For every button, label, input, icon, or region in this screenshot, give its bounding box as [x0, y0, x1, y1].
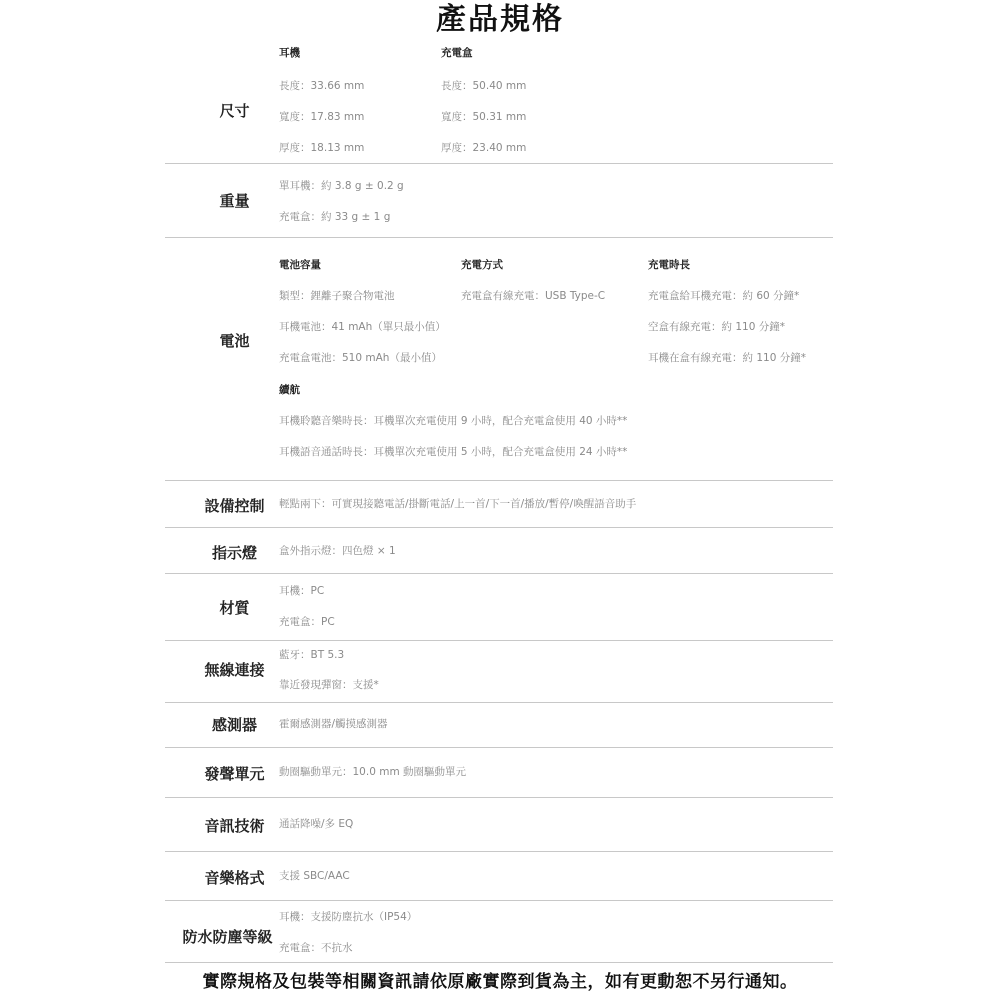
- size-case-length: 長度：50.40 mm: [441, 80, 527, 92]
- controls-label: 設備控制: [204, 497, 265, 515]
- battery-endurance-music: 耳機聆聽音樂時長：耳機單次充電使用 9 小時，配合充電盒使用 40 小時**: [279, 415, 628, 427]
- sensor-label: 感測器: [211, 716, 257, 734]
- divider: [165, 797, 833, 798]
- divider: [165, 480, 833, 481]
- sensor-value: 霍爾感測器/觸摸感測器: [279, 718, 388, 730]
- waterproof-case: 充電盒：不抗水: [279, 942, 353, 954]
- divider: [165, 702, 833, 703]
- battery-time-case-to-earbud: 充電盒給耳機充電：約 60 分鐘*: [648, 290, 800, 302]
- footer-note: 實際規格及包裝等相關資訊請依原廠實際到貨為主，如有更動恕不另行通知。: [202, 972, 798, 992]
- wireless-bluetooth: 藍牙：BT 5.3: [279, 649, 345, 661]
- divider: [165, 640, 833, 641]
- driver-label: 發聲單元: [204, 765, 265, 783]
- divider: [165, 900, 833, 901]
- size-case-thickness: 厚度：23.40 mm: [441, 142, 527, 154]
- battery-time-header: 充電時長: [648, 259, 690, 271]
- battery-capacity-header: 電池容量: [279, 259, 321, 271]
- divider: [165, 962, 833, 963]
- size-case-width: 寬度：50.31 mm: [441, 111, 527, 123]
- size-case-header: 充電盒: [441, 47, 473, 59]
- material-label: 材質: [219, 599, 250, 617]
- size-label: 尺寸: [219, 102, 250, 120]
- divider: [165, 527, 833, 528]
- battery-endurance-call: 耳機語音通話時長：耳機單次充電使用 5 小時，配合充電盒使用 24 小時**: [279, 446, 628, 458]
- music-format-value: 支援 SBC/AAC: [279, 870, 350, 882]
- size-earbud-thickness: 厚度：18.13 mm: [279, 142, 365, 154]
- audio-tech-label: 音訊技術: [204, 817, 265, 835]
- controls-value: 輕點兩下：可實現接聽電話/掛斷電話/上一首/下一首/播放/暫停/喚醒語音助手: [279, 498, 637, 510]
- music-format-label: 音樂格式: [204, 869, 265, 887]
- weight-label: 重量: [219, 192, 250, 210]
- waterproof-label: 防水防塵等級: [182, 928, 273, 946]
- battery-time-earbud-in-case: 耳機在盒有線充電：約 110 分鐘*: [648, 352, 806, 364]
- battery-charging-method: 充電盒有線充電：USB Type-C: [461, 290, 606, 302]
- divider: [165, 163, 833, 164]
- weight-earbud: 單耳機：約 3.8 g ± 0.2 g: [279, 180, 404, 192]
- divider: [165, 747, 833, 748]
- size-earbud-header: 耳機: [279, 47, 300, 59]
- page-title: 產品規格: [436, 2, 564, 37]
- divider: [165, 851, 833, 852]
- battery-time-empty-case: 空盒有線充電：約 110 分鐘*: [648, 321, 785, 333]
- material-case: 充電盒：PC: [279, 616, 335, 628]
- battery-endurance-header: 續航: [279, 384, 300, 396]
- weight-case: 充電盒：約 33 g ± 1 g: [279, 211, 391, 223]
- size-earbud-width: 寬度：17.83 mm: [279, 111, 365, 123]
- waterproof-earbud: 耳機：支援防塵抗水（IP54）: [279, 911, 418, 923]
- material-earbud: 耳機：PC: [279, 585, 325, 597]
- battery-label: 電池: [219, 332, 250, 350]
- indicator-value: 盒外指示燈：四色燈 × 1: [279, 545, 396, 557]
- battery-case-capacity: 充電盒電池：510 mAh（最小值）: [279, 352, 442, 364]
- divider: [165, 573, 833, 574]
- battery-charging-header: 充電方式: [461, 259, 503, 271]
- size-earbud-length: 長度：33.66 mm: [279, 80, 365, 92]
- driver-value: 動圈驅動單元：10.0 mm 動圈驅動單元: [279, 766, 467, 778]
- indicator-label: 指示燈: [211, 544, 257, 562]
- audio-tech-value: 通話降噪/多 EQ: [279, 818, 354, 830]
- divider: [165, 237, 833, 238]
- battery-earbud-capacity: 耳機電池：41 mAh（單只最小值）: [279, 321, 446, 333]
- wireless-popup: 靠近發現彈窗：支援*: [279, 679, 379, 691]
- battery-type: 類型：鋰離子聚合物電池: [279, 290, 395, 302]
- wireless-label: 無線連接: [204, 661, 265, 679]
